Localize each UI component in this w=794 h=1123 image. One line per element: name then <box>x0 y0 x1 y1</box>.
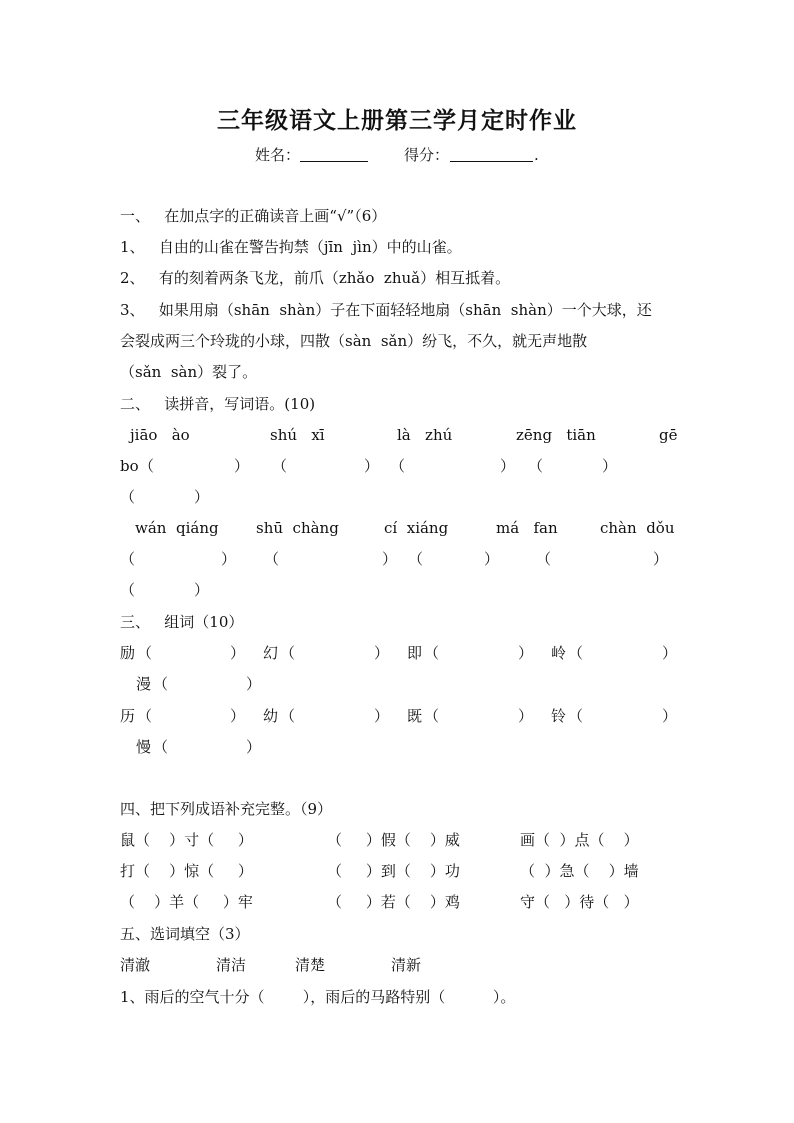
idiom-item: （ ）到（ ）功 <box>327 862 460 880</box>
answer-paren-open: （ <box>424 707 440 725</box>
answer-paren-open: （ <box>272 457 288 475</box>
word-group-char: 励 <box>120 644 136 662</box>
pinyin-prompt: chàn dǒu <box>600 519 675 537</box>
answer-paren-close: ） <box>653 550 669 568</box>
word-group-char: 岭 <box>551 644 567 662</box>
section1-item-cont: （sǎn sàn）裂了。 <box>120 363 258 381</box>
answer-paren-open: （ <box>153 738 169 756</box>
answer-paren-close: ） <box>194 488 210 506</box>
answer-paren-open: （ <box>280 707 296 725</box>
page-title: 三年级语文上册第三学月定时作业 <box>217 107 577 134</box>
section1-item: 3、 如果用扇（shān shàn）子在下面轻轻地扇（shān shàn）一个大球，还 <box>120 301 652 319</box>
pinyin-prompt: shú xī <box>270 426 325 444</box>
answer-paren-open: （ <box>536 550 552 568</box>
pinyin-prompt: wán qiáng <box>135 519 219 537</box>
score-label: 得分： <box>404 146 450 164</box>
name-label: 姓名： <box>255 146 301 164</box>
pinyin-prompt: gē <box>659 426 678 444</box>
answer-paren-close: ） <box>662 644 678 662</box>
idiom-item: （ ）羊（ ）牢 <box>120 893 253 911</box>
pinyin-prompt-cont: bo <box>120 457 139 475</box>
answer-paren-open: （ <box>137 644 153 662</box>
answer-paren-close: ） <box>518 707 534 725</box>
word-choice: 清新 <box>391 956 422 974</box>
word-choice: 清澈 <box>120 956 151 974</box>
answer-paren-open: （ <box>408 550 424 568</box>
answer-paren-close: ） <box>662 707 678 725</box>
word-group-char: 即 <box>407 644 423 662</box>
section3-heading: 三、 组词（10） <box>120 613 244 631</box>
answer-paren-open: （ <box>120 488 136 506</box>
answer-paren-open: （ <box>568 707 584 725</box>
pinyin-prompt: jiāo ào <box>130 426 190 444</box>
section1-heading: 一、 在加点字的正确读音上画“√”（6） <box>120 207 387 225</box>
word-group-char: 既 <box>407 707 423 725</box>
section4-heading: 四、把下列成语补充完整。（9） <box>120 800 333 818</box>
section1-item-cont: 会裂成两三个玲珑的小球，四散（sàn sǎn）纷飞，不久，就无声地散 <box>120 332 588 350</box>
word-choice: 清洁 <box>216 956 247 974</box>
pinyin-prompt: má fan <box>496 519 558 537</box>
word-group-char: 幼 <box>263 707 279 725</box>
fill-blank-question: 1、雨后的空气十分（ ），雨后的马路特别（ ）。 <box>120 988 516 1006</box>
section2-heading: 二、 读拼音，写词语。(10) <box>120 395 316 413</box>
answer-paren-close: ） <box>246 738 262 756</box>
answer-paren-close: ） <box>602 457 618 475</box>
answer-paren-close: ） <box>230 644 246 662</box>
word-group-char: 漫 <box>136 675 152 693</box>
answer-paren-close: ） <box>364 457 380 475</box>
pinyin-prompt: cí xiáng <box>384 519 449 537</box>
idiom-item: 鼠（ ）寸（ ） <box>120 831 253 849</box>
answer-paren-close: ） <box>484 550 500 568</box>
word-choice: 清楚 <box>295 956 326 974</box>
score-end-mark: . <box>534 146 539 164</box>
section1-item: 2、 有的刻着两条飞龙，前爪（zhǎo zhuǎ）相互抵着。 <box>120 269 511 287</box>
answer-paren-open: （ <box>264 550 280 568</box>
answer-paren-open: （ <box>153 675 169 693</box>
idiom-item: （ ）若（ ）鸡 <box>327 893 460 911</box>
answer-paren-close: ） <box>194 581 210 599</box>
answer-paren-open: （ <box>120 581 136 599</box>
answer-paren-open: （ <box>137 707 153 725</box>
word-group-char: 慢 <box>136 738 152 756</box>
section1-item: 1、 自由的山雀在警告拘禁（jīn jìn）中的山雀。 <box>120 238 462 256</box>
answer-paren-open: （ <box>568 644 584 662</box>
idiom-item: （ ）假（ ）威 <box>327 831 460 849</box>
idiom-item: （ ）急（ ）墙 <box>520 862 639 880</box>
answer-paren-close: ） <box>230 707 246 725</box>
pinyin-prompt: shū chàng <box>256 519 339 537</box>
word-group-char: 铃 <box>551 707 567 725</box>
score-blank[interactable] <box>450 145 533 162</box>
answer-paren-open: （ <box>390 457 406 475</box>
answer-paren-close: ） <box>374 644 390 662</box>
answer-paren-open: （ <box>424 644 440 662</box>
name-blank[interactable] <box>300 145 368 162</box>
answer-paren-close: ） <box>246 675 262 693</box>
section5-heading: 五、选词填空（3） <box>120 925 250 943</box>
answer-paren-open: （ <box>139 457 155 475</box>
answer-paren-close: ） <box>518 644 534 662</box>
answer-paren-open: （ <box>120 550 136 568</box>
pinyin-prompt: là zhú <box>397 426 453 444</box>
answer-paren-close: ） <box>374 707 390 725</box>
idiom-item: 画（ ）点（ ） <box>520 831 639 849</box>
answer-paren-close: ） <box>382 550 398 568</box>
idiom-item: 打（ ）惊（ ） <box>120 862 253 880</box>
answer-paren-close: ） <box>221 550 237 568</box>
answer-paren-open: （ <box>280 644 296 662</box>
word-group-char: 幻 <box>263 644 279 662</box>
idiom-item: 守（ ）待（ ） <box>520 893 639 911</box>
word-group-char: 历 <box>120 707 136 725</box>
answer-paren-open: （ <box>528 457 544 475</box>
answer-paren-close: ） <box>500 457 516 475</box>
pinyin-prompt: zēng tiān <box>516 426 596 444</box>
answer-paren-close: ） <box>234 457 250 475</box>
